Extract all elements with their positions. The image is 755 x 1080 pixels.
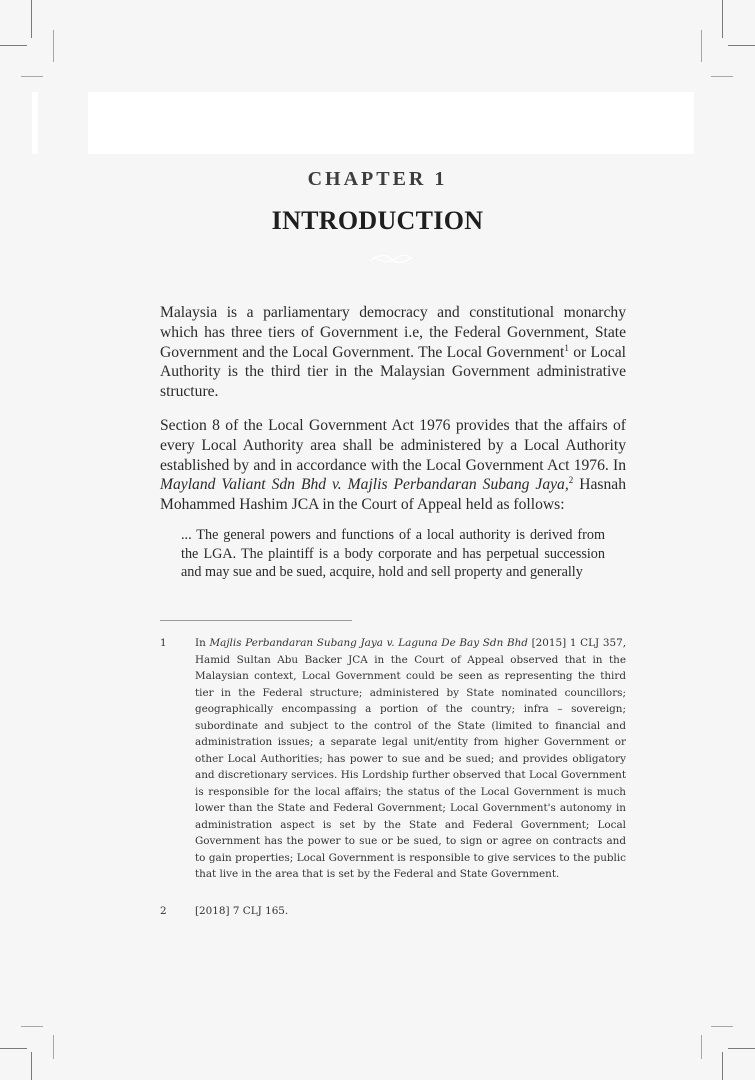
crop-mark-tr-inner-horizontal (711, 76, 733, 77)
footnote-number: 2 (160, 905, 167, 917)
crop-mark-tl-vertical (31, 0, 32, 38)
footnote-ref-2[interactable]: 2 (568, 475, 574, 486)
crop-mark-tl-inner-horizontal (21, 76, 43, 77)
footnote-prefix: In (195, 637, 210, 649)
crop-mark-br-horizontal (728, 1048, 755, 1049)
footnote-separator (160, 620, 352, 621)
paragraph-1-text-b: or Local Authority is the third tier in the Malaysian Government administrative structure. (160, 343, 626, 401)
crop-mark-tr-horizontal (728, 45, 755, 46)
case-citation: Mayland Valiant Sdn Bhd v. Majlis Perbandaran Subang Jaya, (160, 476, 569, 494)
footnote-2 (160, 903, 626, 920)
crop-mark-tl-inner-vertical (53, 30, 54, 62)
footnote-text: [2018] 7 CLJ 165. (195, 905, 289, 917)
crop-mark-tr-inner-vertical (701, 30, 702, 62)
footnote-1 (160, 635, 626, 883)
crop-mark-br-vertical (722, 1052, 723, 1080)
footnote-number: 1 (160, 637, 167, 649)
paragraph-2-text-a: Section 8 of the Local Government Act 1976 provides that the affairs of every Local Authority area shall be administered by a Local Authority established by and in accordance with the Local Government Act 1976. In (160, 417, 626, 474)
crop-mark-br-inner-vertical (701, 1035, 702, 1059)
crop-mark-bl-inner-horizontal (21, 1026, 43, 1027)
crop-mark-tr-vertical (722, 0, 723, 38)
crop-mark-bl-horizontal (0, 1048, 27, 1049)
chapter-label: CHAPTER 1 (307, 168, 448, 190)
paragraph-2 (160, 416, 626, 515)
block-quote: ... The general powers and functions of a local authority is derived from the LGA. The plaintiff is a body corporate and has perpetual succession and may sue and be sued, acquire, hold and sell property and generally (181, 527, 605, 580)
footnote-text: [2015] 1 CLJ 357, Hamid Sultan Abu Backer JCA in the Court of Appeal observed that in the Malaysian context, Local Government could be seen as representing the third tier in the Federal structure; administered by State nominated councillors; geographically encompassing a portion of the country; infra – sovereign; subordinate and subject to the control of the State (limited to financial and administration issues; a separate legal unit/entity from higher Government or other Local Authorities; has power to sue and be sued; and provides obligatory and discretionary services. His Lordship further observed that Local Government is responsible for the local affairs; the status of the Local Government is much lower than the State and Federal Government; Local Government's autonomy in administration aspect is set by the State and Federal Government; Local Government has the power to sue or be sued, to sign or agree on contracts and to gain properties; Local Government is responsible to give services to the public that live in the area that is set by the Federal and State Government. (195, 637, 627, 880)
paragraph-2-text-b: Hasnah Mohammed Hashim JCA in the Court of Appeal held as follows: (160, 476, 626, 514)
chapter-title: INTRODUCTION (271, 206, 484, 235)
footnote-case-citation: Majlis Perbandaran Subang Jaya v. Laguna De Bay Sdn Bhd (209, 637, 528, 649)
header-band-edge (32, 92, 38, 154)
crop-mark-bl-inner-vertical (53, 1035, 54, 1059)
header-band (88, 92, 694, 154)
crop-mark-br-inner-horizontal (711, 1026, 733, 1027)
flourish-ornament-icon (366, 252, 416, 266)
paragraph-1 (160, 303, 626, 402)
crop-mark-tl-horizontal (0, 45, 27, 46)
crop-mark-bl-vertical (31, 1052, 32, 1080)
footnote-ref-1[interactable]: 1 (564, 342, 569, 353)
paragraph-1-text-a: Malaysia is a parliamentary democracy and constitutional monarchy which has three tiers of Government i.e, the Federal Government, State Government and the Local Government. The Local Government (160, 304, 626, 361)
